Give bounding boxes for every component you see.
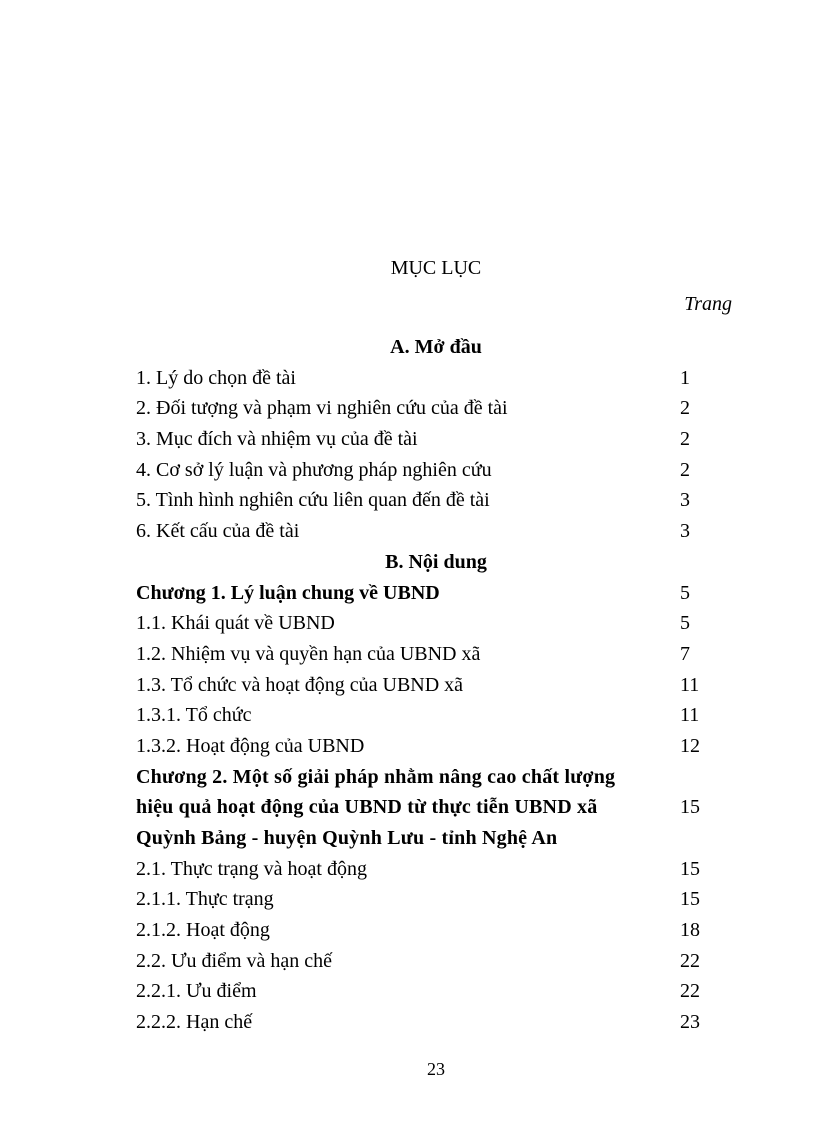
toc-entry-page: 11 (680, 673, 700, 696)
toc-entry-text: Quỳnh Bảng - huyện Quỳnh Lưu - tỉnh Nghệ An (136, 827, 558, 849)
toc-row (0, 792, 816, 823)
toc-row (0, 608, 816, 639)
toc-entry-text: 1.1. Khái quát về UBND (136, 612, 335, 635)
toc-entry-page: 5 (680, 612, 690, 635)
toc-row (0, 547, 816, 578)
toc-row (0, 516, 816, 547)
toc-entry-page: 3 (680, 520, 690, 543)
toc-row (0, 762, 816, 793)
toc-entry-text: B. Nội dung (385, 550, 487, 573)
toc-entry-page: 5 (680, 581, 690, 604)
toc-entry-page: 1 (680, 366, 690, 389)
toc-row (0, 731, 816, 762)
toc-row (0, 946, 816, 977)
toc-entry-text: Chương 2. Một số giải pháp nhằm nâng cao chất lượng (136, 765, 616, 788)
toc-entry-page: 12 (680, 734, 700, 757)
toc-row (0, 393, 816, 424)
toc-entry-page: 11 (680, 704, 700, 727)
toc-entry-text: 2.1.2. Hoạt động (136, 919, 270, 942)
toc-entry-page: 15 (680, 796, 700, 819)
page-number-footer: 23 (427, 1059, 445, 1079)
toc-row (0, 670, 816, 701)
toc-entry-page: 22 (680, 949, 700, 972)
toc-entry-text: 1.3.2. Hoạt động của UBND (136, 734, 365, 757)
toc-row (0, 578, 816, 609)
toc-entry-page: 15 (680, 857, 700, 880)
toc-entry-text: 2.1.1. Thực trạng (136, 888, 274, 911)
toc-entry-text: 2.2.2. Hạn chế (136, 1011, 253, 1034)
toc-entry-page: 3 (680, 489, 690, 512)
toc-row (0, 332, 816, 363)
toc-entry-text: 4. Cơ sở lý luận và phương pháp nghiên cứu (136, 458, 492, 481)
toc-entry-text: A. Mở đầu (390, 336, 482, 358)
toc-row (0, 424, 816, 455)
toc-entry-text: 2.2. Ưu điểm và hạn chế (136, 949, 333, 972)
toc-entry-text: 5. Tình hình nghiên cứu liên quan đến đề tài (136, 489, 490, 512)
toc-entry-text: Chương 1. Lý luận chung về UBND (136, 581, 440, 604)
toc-row (0, 915, 816, 946)
toc-entry-page: 2 (680, 428, 690, 451)
toc-entry-text: 1. Lý do chọn đề tài (136, 366, 296, 389)
toc-entry-text: 1.2. Nhiệm vụ và quyền hạn của UBND xã (136, 642, 481, 665)
toc-title: MỤC LỤC (390, 257, 482, 279)
toc-entry-text: 3. Mục đích và nhiệm vụ của đề tài (136, 428, 418, 451)
toc-row (0, 485, 816, 516)
table-of-contents (0, 332, 816, 1038)
toc-entry-text: hiệu quả hoạt động của UBND từ thực tiễn UBND xã (136, 796, 598, 819)
toc-entry-page: 2 (680, 397, 690, 420)
toc-entry-page: 22 (680, 980, 700, 1003)
toc-row (0, 639, 816, 670)
toc-row (0, 823, 816, 854)
toc-row (0, 976, 816, 1007)
page-column-label: Trang (684, 293, 732, 315)
toc-row (0, 363, 816, 394)
toc-row (0, 1007, 816, 1038)
toc-entry-text: 2.1. Thực trạng và hoạt động (136, 857, 367, 880)
toc-row (0, 700, 816, 731)
toc-entry-page: 18 (680, 919, 700, 942)
toc-entry-page: 7 (680, 642, 690, 665)
toc-row (0, 884, 816, 915)
toc-entry-text: 1.3. Tổ chức và hoạt động của UBND xã (136, 673, 464, 696)
toc-row (0, 455, 816, 486)
toc-row (0, 854, 816, 885)
toc-entry-page: 15 (680, 888, 700, 911)
toc-entry-page: 23 (680, 1011, 700, 1034)
toc-entry-text: 6. Kết cấu của đề tài (136, 520, 300, 543)
toc-entry-text: 1.3.1. Tổ chức (136, 704, 252, 727)
toc-entry-text: 2. Đối tượng và phạm vi nghiên cứu của đề tài (136, 397, 508, 420)
toc-entry-text: 2.2.1. Ưu điểm (136, 980, 257, 1003)
toc-entry-page: 2 (680, 458, 690, 481)
